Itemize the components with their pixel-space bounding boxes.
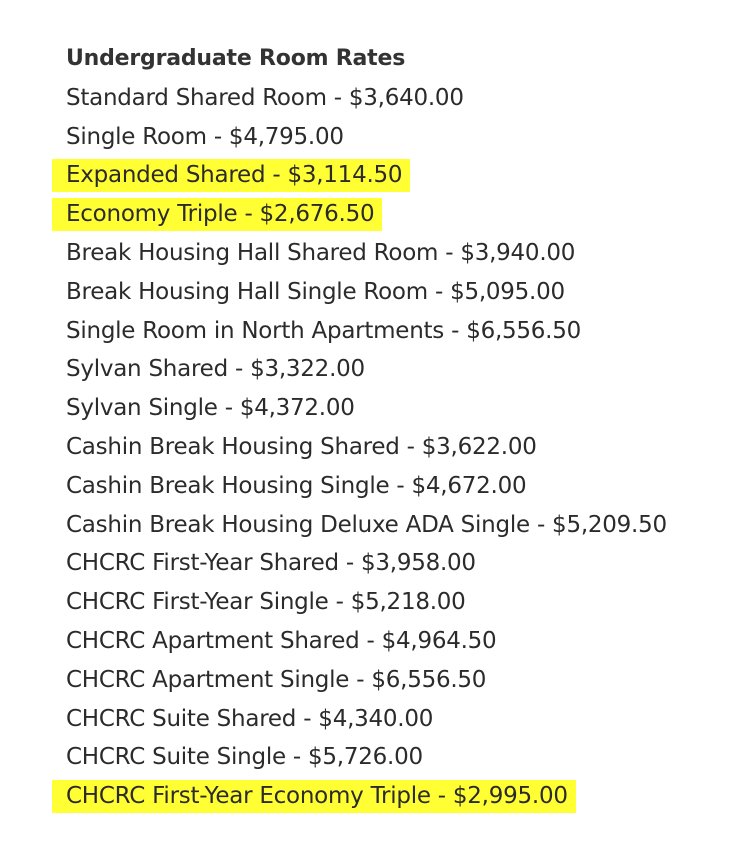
rate-item — [66, 506, 740, 545]
rate-item — [66, 738, 740, 777]
rate-item — [66, 428, 740, 467]
rate-item — [66, 118, 740, 157]
room-rates-section — [66, 40, 740, 816]
highlighted-rate-text: Economy Triple - $2,676.50 — [52, 198, 382, 231]
rate-item — [66, 622, 740, 661]
rate-text: Standard Shared Room - $3,640.00 — [66, 84, 464, 111]
rate-item — [66, 700, 740, 739]
section-heading: Undergraduate Room Rates — [66, 46, 406, 71]
highlighted-rate-text: Expanded Shared - $3,114.50 — [52, 159, 410, 192]
rate-text: CHCRC Suite Single - $5,726.00 — [66, 744, 423, 771]
rate-item — [66, 583, 740, 622]
rate-item — [66, 195, 740, 234]
rate-item — [66, 467, 740, 506]
highlighted-rate-text: CHCRC First-Year Economy Triple - $2,995.00 — [52, 780, 576, 813]
rate-item — [66, 156, 740, 195]
rate-item — [66, 350, 740, 389]
rate-item — [66, 234, 740, 273]
rate-text: Sylvan Shared - $3,322.00 — [66, 356, 365, 383]
room-rates-list — [66, 79, 740, 816]
rate-item — [66, 273, 740, 312]
rate-item — [66, 312, 740, 351]
rate-item — [66, 777, 740, 816]
rate-text: Single Room in North Apartments - $6,556.50 — [66, 317, 582, 344]
rate-text: Break Housing Hall Single Room - $5,095.00 — [66, 278, 565, 305]
rate-item — [66, 544, 740, 583]
rate-text: CHCRC Apartment Single - $6,556.50 — [66, 666, 487, 693]
rate-text: Cashin Break Housing Single - $4,672.00 — [66, 472, 527, 499]
rate-text: Cashin Break Housing Shared - $3,622.00 — [66, 433, 537, 460]
rate-text: Cashin Break Housing Deluxe ADA Single - $5,209.50 — [66, 511, 667, 538]
rate-item — [66, 661, 740, 700]
rate-text: CHCRC First-Year Single - $5,218.00 — [66, 589, 466, 616]
rate-text: CHCRC Apartment Shared - $4,964.50 — [66, 627, 497, 654]
rate-text: CHCRC First-Year Shared - $3,958.00 — [66, 550, 476, 577]
rate-text: Break Housing Hall Shared Room - $3,940.00 — [66, 239, 576, 266]
rate-item — [66, 79, 740, 118]
rate-item — [66, 389, 740, 428]
rate-text: CHCRC Suite Shared - $4,340.00 — [66, 705, 434, 732]
rate-text: Single Room - $4,795.00 — [66, 123, 344, 150]
rate-text: Sylvan Single - $4,372.00 — [66, 395, 355, 422]
